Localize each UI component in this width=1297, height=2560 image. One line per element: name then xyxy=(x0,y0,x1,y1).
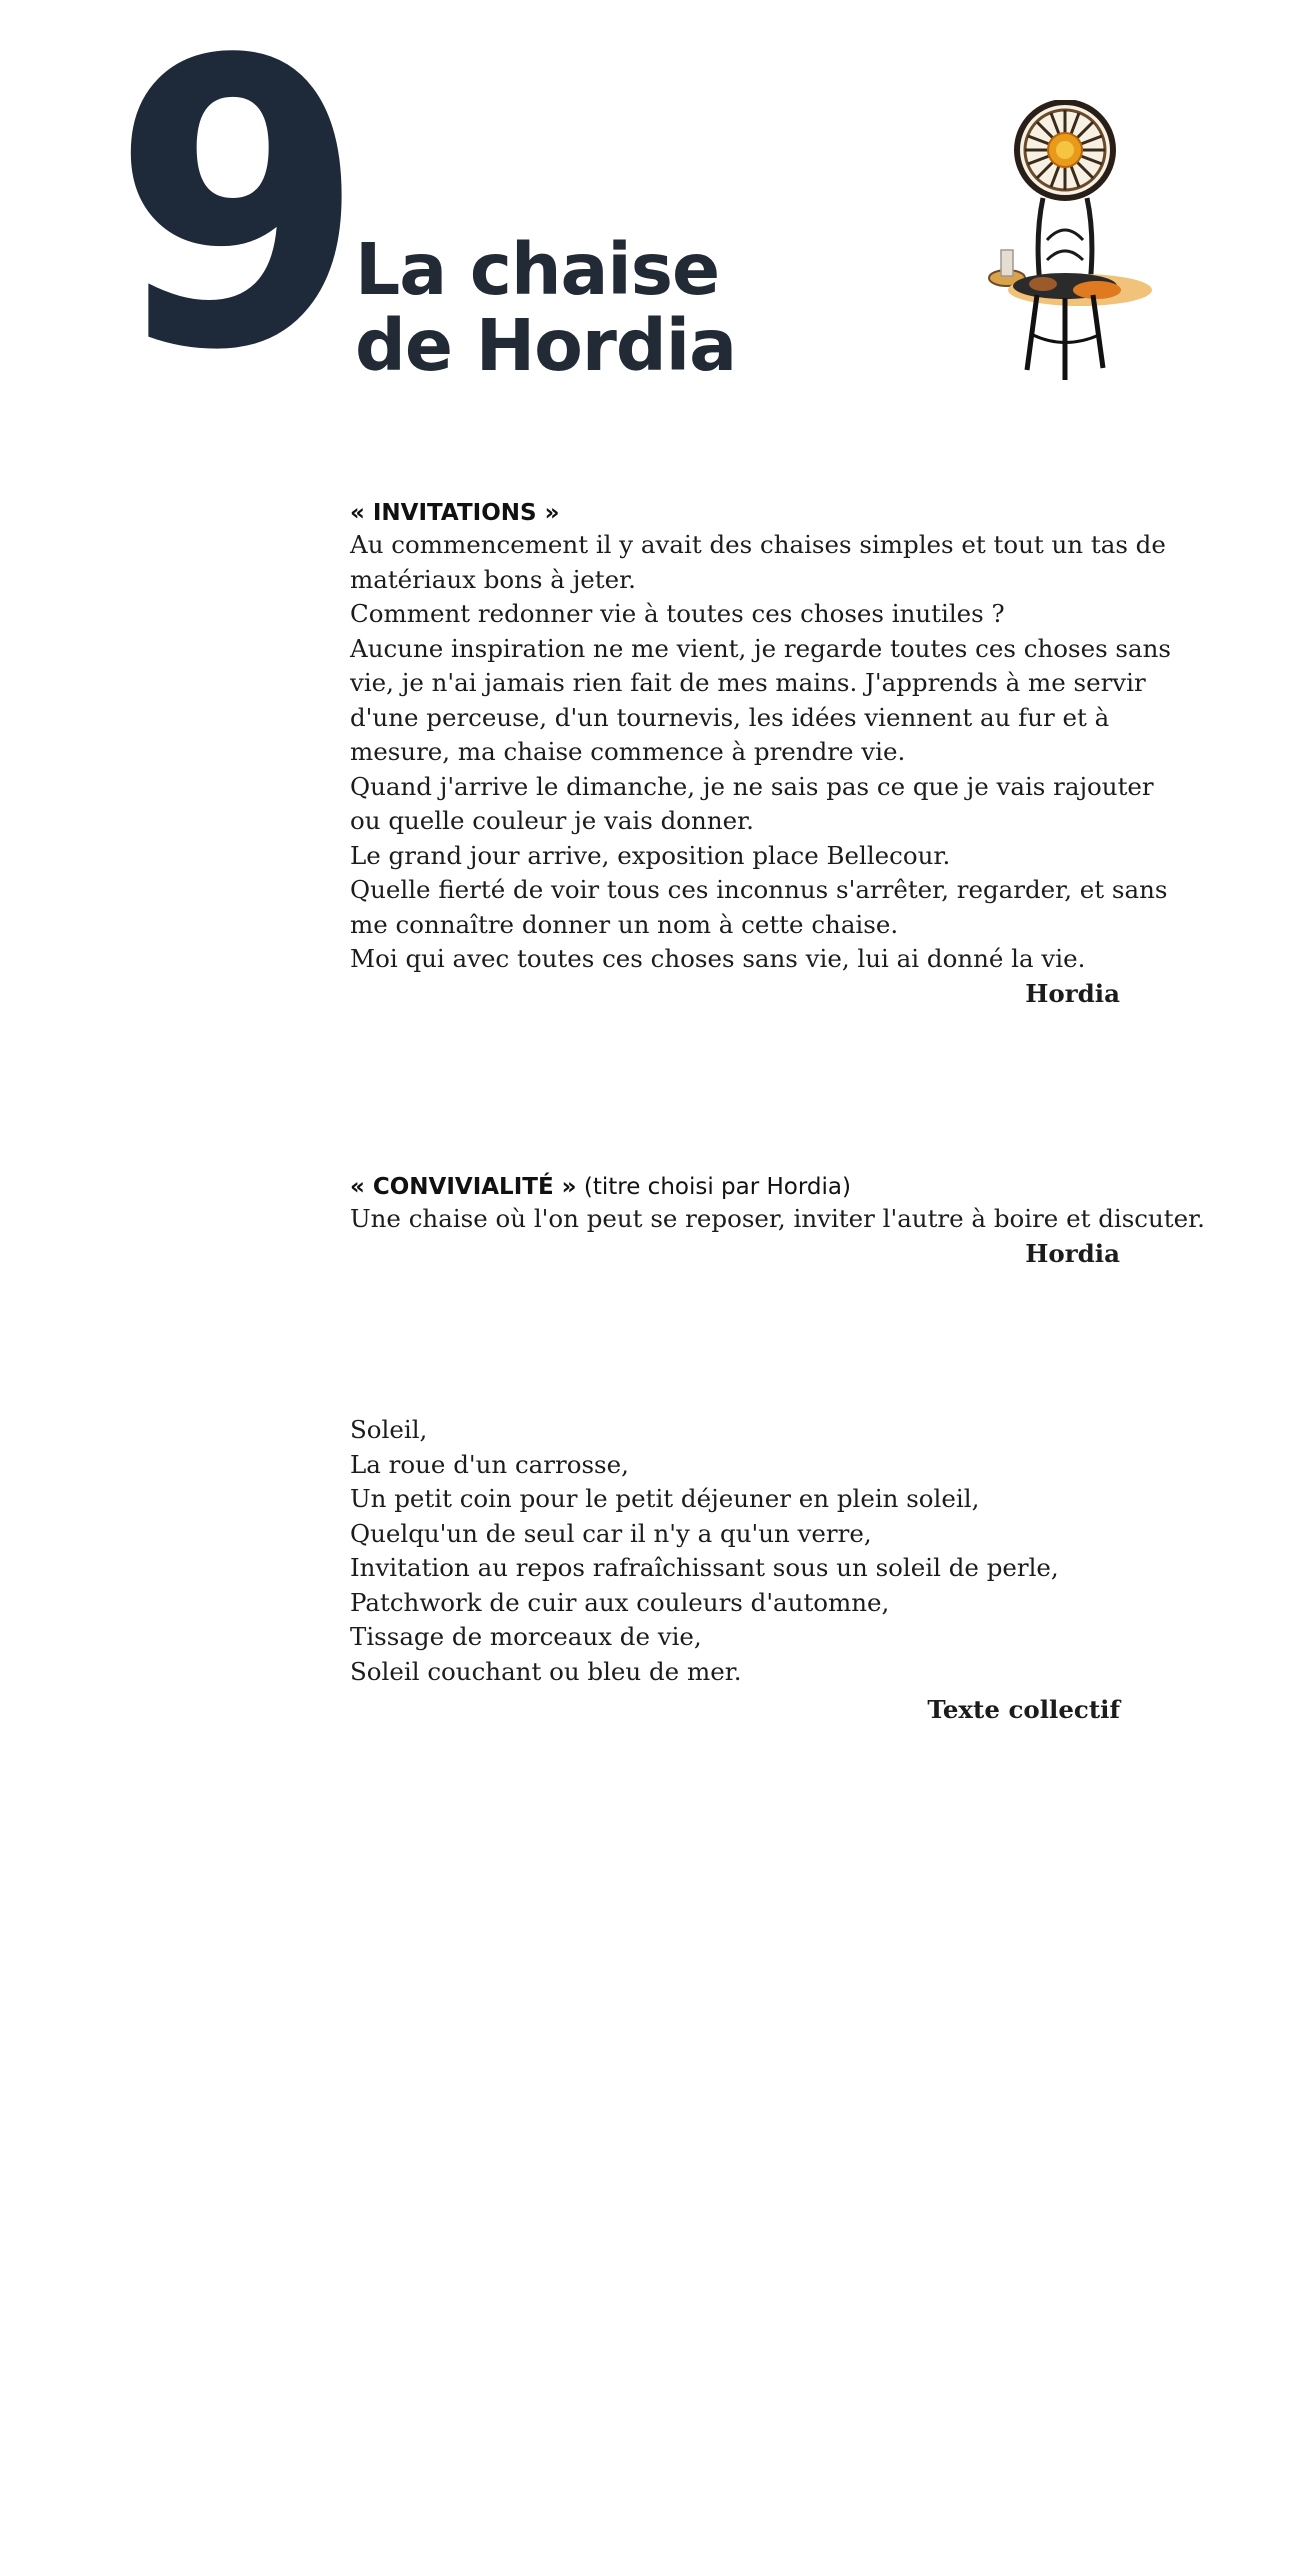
invitations-signature: Hordia xyxy=(1025,978,1120,1008)
text-line: Comment redonner vie à toutes ces choses inutiles ? xyxy=(350,599,1005,628)
poem-line: Invitation au repos rafraîchissant sous un soleil de perle, xyxy=(350,1553,1059,1582)
text-line: Quand j'arrive le dimanche, je ne sais pas ce que je vais rajouter xyxy=(350,771,1154,801)
poem-line: Patchwork de cuir aux couleurs d'automne, xyxy=(350,1587,890,1617)
text-line: me connaître donner un nom à cette chaise. xyxy=(350,909,899,939)
text-line: Une chaise où l'on peut se reposer, inviter l'autre à boire et discuter. xyxy=(350,1204,1205,1233)
chair-with-wheel-back-icon xyxy=(989,102,1152,380)
invitations-text xyxy=(350,528,1171,977)
text-line: Au commencement il y avait des chaises simples et tout un tas de xyxy=(350,530,1166,559)
poem-line: Tissage de morceaux de vie, xyxy=(350,1622,702,1651)
convivialite-note: (titre choisi par Hordia) xyxy=(583,1174,851,1200)
title-line-2: de Hordia xyxy=(355,304,736,387)
convivialite-signature: Hordia xyxy=(1025,1238,1120,1268)
poem-line: Soleil couchant ou bleu de mer. xyxy=(350,1656,742,1686)
text-line: Moi qui avec toutes ces choses sans vie, lui ai donné la vie. xyxy=(350,944,1086,973)
text-line: Quelle fierté de voir tous ces inconnus s'arrêter, regarder, et sans xyxy=(350,875,1168,904)
convivialite-title: « CONVIVIALITÉ » xyxy=(350,1174,577,1200)
chapter-title xyxy=(355,228,736,387)
poem-line: Un petit coin pour le petit déjeuner en plein soleil, xyxy=(350,1484,980,1513)
text-line: mesure, ma chaise commence à prendre vie. xyxy=(350,737,906,766)
section-convivialite xyxy=(350,1172,1205,1271)
invitations-heading: « INVITATIONS » xyxy=(350,500,560,526)
text-line: ou quelle couleur je vais donner. xyxy=(350,806,754,835)
text-line: matériaux bons à jeter. xyxy=(350,564,636,594)
title-line-1: La chaise xyxy=(355,228,720,311)
section-poem xyxy=(350,1413,1120,1728)
poem-line: Quelqu'un de seul car il n'y a qu'un verre, xyxy=(350,1518,872,1548)
text-line: vie, je n'ai jamais rien fait de mes mains. J'apprends à me servir xyxy=(350,668,1146,697)
poem-signature: Texte collectif xyxy=(927,1695,1120,1724)
section-invitations xyxy=(350,498,1171,1011)
chapter-number: 9 xyxy=(112,0,356,437)
chair-illustration xyxy=(985,100,1165,385)
text-line: Aucune inspiration ne me vient, je regarde toutes ces choses sans xyxy=(350,633,1171,663)
convivialite-heading xyxy=(350,1172,1120,1202)
text-line: d'une perceuse, d'un tournevis, les idées viennent au fur et à xyxy=(350,702,1110,732)
poem-line: La roue d'un carrosse, xyxy=(350,1449,629,1479)
poem-line: Soleil, xyxy=(350,1415,428,1444)
text-line: Le grand jour arrive, exposition place Bellecour. xyxy=(350,840,951,870)
